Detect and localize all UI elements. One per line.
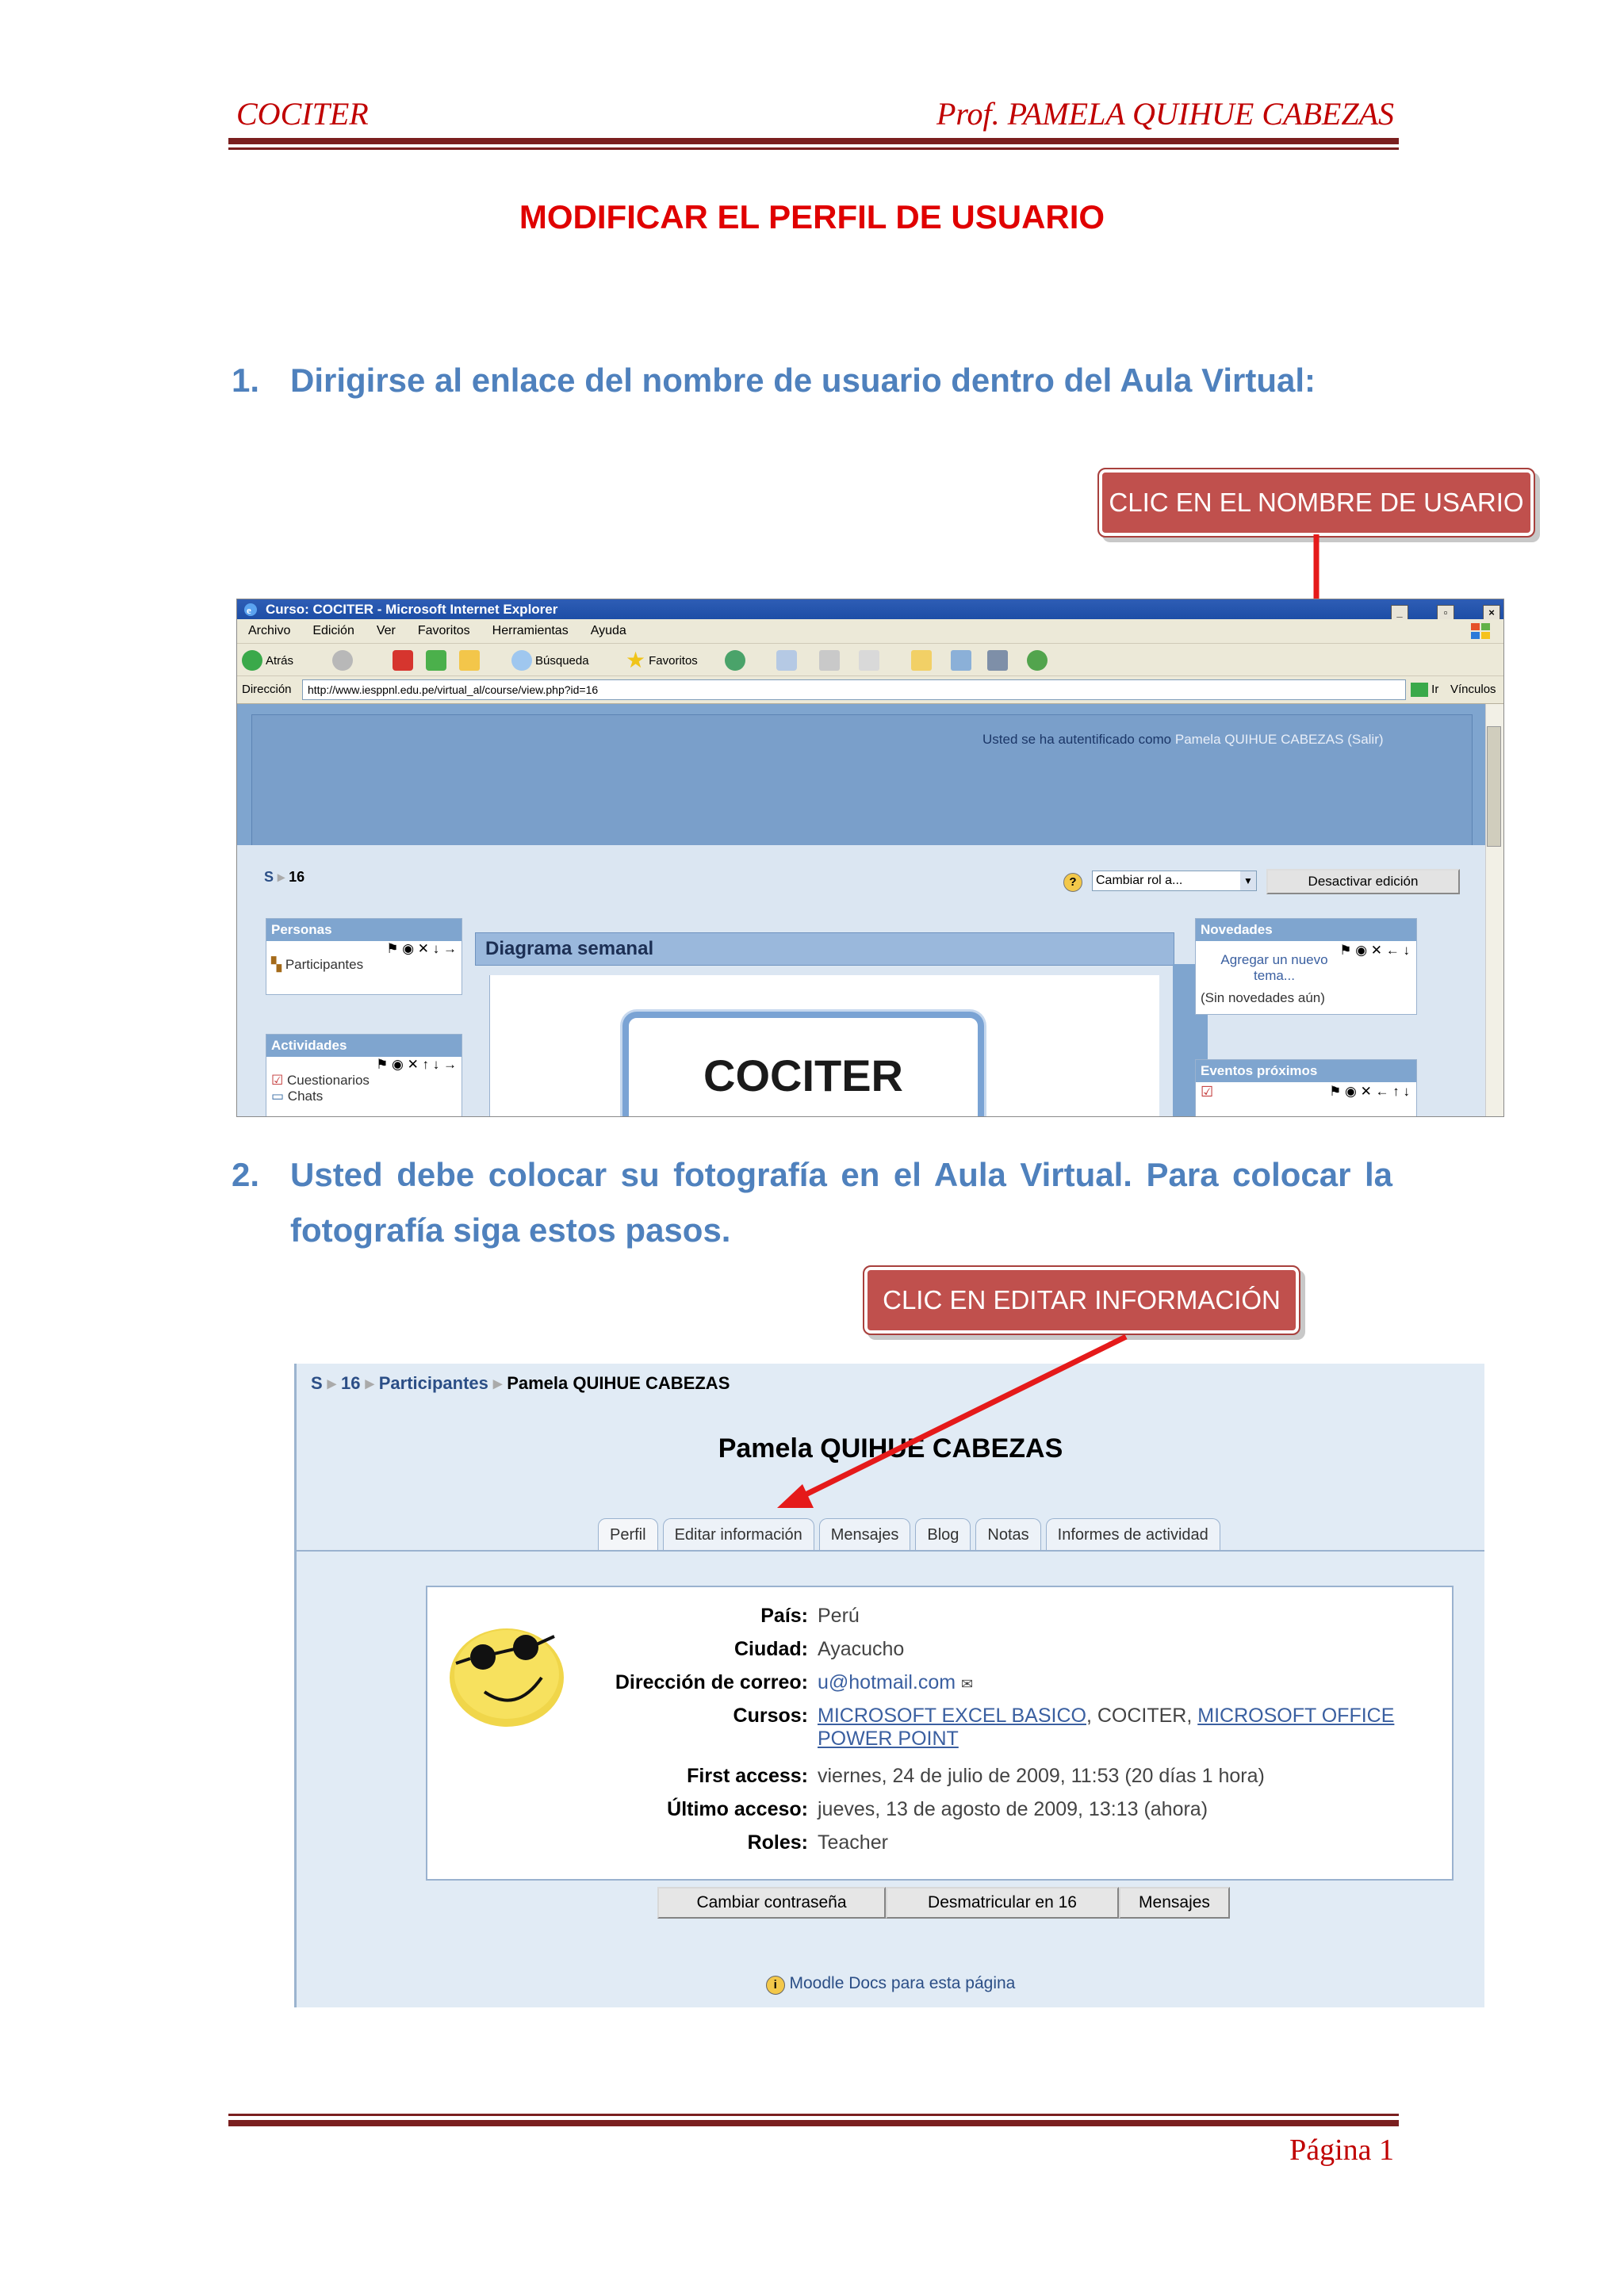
block-novedades-title: Novedades xyxy=(1196,919,1416,941)
menu-ver[interactable]: Ver xyxy=(376,624,396,637)
login-text: Usted se ha autentificado como xyxy=(982,732,1172,747)
tab-notas[interactable]: Notas xyxy=(975,1518,1040,1551)
links-button[interactable]: Vínculos xyxy=(1450,683,1496,696)
course-logo-box xyxy=(622,1012,984,1117)
breadcrumb-root[interactable]: S xyxy=(311,1373,323,1393)
maximize-icon[interactable]: ▫ xyxy=(1437,605,1454,621)
no-news-text: (Sin novedades aún) xyxy=(1201,990,1325,1005)
go-arrow-icon xyxy=(1411,683,1428,697)
tab-informes-de-actividad[interactable]: Informes de actividad xyxy=(1046,1518,1220,1551)
page-number: Página 1 xyxy=(1289,2133,1394,2167)
header-rule-thin xyxy=(228,147,1399,150)
block-novedades xyxy=(1195,918,1417,1015)
course-breadcrumb: S ▸ 16 xyxy=(264,869,305,885)
home-icon xyxy=(459,650,480,671)
footer-rule-thin xyxy=(228,2114,1399,2116)
ie-icon xyxy=(243,603,258,617)
course-logo-text: COCITER xyxy=(703,1050,903,1100)
messages-button[interactable]: Mensajes xyxy=(1119,1887,1230,1919)
header-rule xyxy=(228,138,1399,144)
forward-arrow-icon xyxy=(332,650,353,671)
search-button[interactable]: Búsqueda xyxy=(511,650,589,671)
quiz-icon: ☑ xyxy=(271,1073,284,1088)
course-link-powerpoint[interactable]: MICROSOFT OFFICE POWER POINT xyxy=(818,1705,1395,1750)
tools-button[interactable] xyxy=(987,650,1008,671)
arrow-diagonal-icon xyxy=(761,1332,1134,1522)
event-icon: ☑ xyxy=(1201,1084,1214,1100)
refresh-button[interactable] xyxy=(426,650,446,671)
block-eventos xyxy=(1195,1059,1417,1117)
change-password-button[interactable]: Cambiar contraseña xyxy=(657,1887,886,1919)
moodle-docs-link[interactable]: i Moodle Docs para esta página xyxy=(297,1974,1484,1995)
block-eventos-title: Eventos próximos xyxy=(1196,1060,1416,1082)
menu-bar xyxy=(237,619,1503,644)
profile-tabs xyxy=(598,1518,1220,1551)
info-icon: i xyxy=(766,1976,785,1995)
breadcrumb-root[interactable]: S xyxy=(264,869,274,885)
envelope-icon[interactable]: ✉ xyxy=(961,1676,974,1692)
folder-icon xyxy=(911,650,932,671)
footer-rule xyxy=(228,2120,1399,2126)
block-controls-icon[interactable]: ⚑ ◉ ✕ ← ↑ ↓ xyxy=(1329,1084,1410,1099)
address-label: Dirección xyxy=(242,683,292,696)
step-2-number: 2. xyxy=(232,1156,260,1193)
tab-blog[interactable]: Blog xyxy=(915,1518,971,1551)
block-controls-icon[interactable]: ⚑ ◉ ✕ ← ↓ xyxy=(1339,943,1410,958)
windows-logo-icon xyxy=(1469,621,1492,641)
profile-breadcrumb: S ▸ 16 ▸ Participantes ▸ Pamela QUIHUE CABEZAS xyxy=(311,1373,730,1393)
chevron-down-icon: ▼ xyxy=(1240,871,1256,890)
browser-screenshot xyxy=(236,599,1504,1117)
svg-text:e: e xyxy=(247,604,251,616)
breadcrumb-course: 16 xyxy=(289,869,305,885)
activity-quizzes-link[interactable]: Cuestionarios xyxy=(286,1073,370,1088)
search-icon xyxy=(511,650,532,671)
tab-mensajes[interactable]: Mensajes xyxy=(819,1518,911,1551)
scrollbar-thumb[interactable] xyxy=(1487,726,1501,847)
profile-buttons xyxy=(657,1887,1230,1919)
print-button[interactable] xyxy=(819,650,840,671)
breadcrumb-course[interactable]: 16 xyxy=(340,1373,361,1393)
minimize-icon[interactable]: _ xyxy=(1391,605,1408,621)
back-arrow-icon xyxy=(242,650,262,671)
stop-icon xyxy=(393,650,413,671)
research-button[interactable] xyxy=(951,650,971,671)
block-controls-icon[interactable]: ⚑ ◉ ✕ ↑ ↓ → xyxy=(376,1057,457,1072)
tab-perfil[interactable]: Perfil xyxy=(598,1518,658,1551)
menu-edicion[interactable]: Edición xyxy=(312,624,354,637)
chat-icon: ▭ xyxy=(271,1089,285,1104)
favorites-button[interactable]: ★ Favoritos xyxy=(626,648,698,672)
login-info xyxy=(982,732,1384,748)
block-actividades-title: Actividades xyxy=(266,1035,462,1057)
messenger-icon xyxy=(1027,650,1048,671)
callout-edit-info: CLIC EN EDITAR INFORMACIÓN xyxy=(863,1265,1300,1335)
address-input[interactable]: http://www.iesppnl.edu.pe/virtual_al/course/view.php?id=16 xyxy=(302,679,1406,700)
edit-icon xyxy=(859,650,879,671)
history-button[interactable] xyxy=(725,650,745,671)
research-icon xyxy=(951,650,971,671)
menu-favoritos[interactable]: Favoritos xyxy=(417,624,470,637)
star-icon: ★ xyxy=(626,648,646,672)
step-1-text: Dirigirse al enlace del nombre de usuario dentro del Aula Virtual: xyxy=(290,362,1316,399)
tabs-divider xyxy=(297,1550,1484,1552)
help-icon[interactable]: ? xyxy=(1063,873,1082,892)
home-button[interactable] xyxy=(459,650,480,671)
header-right: Prof. PAMELA QUIHUE CABEZAS xyxy=(936,96,1394,132)
activity-chats-link[interactable]: Chats xyxy=(287,1089,324,1104)
block-actividades xyxy=(266,1034,462,1117)
print-icon xyxy=(819,650,840,671)
browser-title-bar xyxy=(237,599,1503,619)
field-ciudad-value: Ayacucho xyxy=(818,1638,905,1660)
people-icon: ▚ xyxy=(271,957,282,972)
step-1 xyxy=(0,353,1624,408)
mail-button[interactable] xyxy=(776,650,797,671)
menu-herramientas[interactable]: Herramientas xyxy=(492,624,569,637)
role-select[interactable]: Cambiar rol a... ▼ xyxy=(1092,871,1257,891)
history-icon xyxy=(725,650,745,671)
close-icon[interactable]: × xyxy=(1483,605,1500,621)
participants-link[interactable]: Participantes xyxy=(285,957,364,972)
field-pais-value: Perú xyxy=(818,1605,860,1627)
course-text-cociter: , COCITER, xyxy=(1086,1705,1198,1727)
block-personas-title: Personas xyxy=(266,919,462,941)
breadcrumb-current: Pamela QUIHUE CABEZAS xyxy=(507,1373,730,1393)
step-1-number: 1. xyxy=(232,362,260,399)
tab-editar-informacion[interactable]: Editar información xyxy=(663,1518,814,1551)
block-controls-icon[interactable]: ⚑ ◉ ✕ ↓ → xyxy=(386,941,457,956)
logout-link[interactable]: (Salir) xyxy=(1347,732,1384,747)
add-topic-link[interactable]: Agregar un nuevo tema... xyxy=(1220,952,1328,983)
field-ultimo-acceso-value: jueves, 13 de agosto de 2009, 13:13 (ahora) xyxy=(818,1798,1208,1820)
unenrol-button[interactable]: Desmatricular en 16 xyxy=(886,1887,1119,1919)
toolbar xyxy=(237,644,1503,676)
login-user-link[interactable]: Pamela QUIHUE CABEZAS xyxy=(1174,732,1344,747)
folder-button[interactable] xyxy=(911,650,932,671)
email-link[interactable]: u@hotmail.com xyxy=(818,1671,956,1693)
step-2 xyxy=(0,1147,1624,1258)
menu-ayuda[interactable]: Ayuda xyxy=(590,624,626,637)
profile-info-box: País: Perú Ciudad: Ayacucho Dirección de correo: u@hotmail.com ✉ Cursos: MICROSOFT EXCEL BASICO, COCITER, MICROSOFT OFFICE POWER POINT First access: viernes, 24 de julio de 2009, 11:53 (20 días 1 hora) Último acceso: jueves, 13 de agosto de 2009, 13:13 (ahora) Roles: Teacher xyxy=(426,1586,1454,1881)
profile-name: Pamela QUIHUE CABEZAS xyxy=(718,1433,1063,1464)
edit-button[interactable] xyxy=(859,650,879,671)
tools-icon xyxy=(987,650,1008,671)
messenger-button[interactable] xyxy=(1027,650,1048,671)
browser-title: Curso: COCITER - Microsoft Internet Explorer xyxy=(266,602,558,617)
course-link-excel[interactable]: MICROSOFT EXCEL BASICO xyxy=(818,1705,1086,1727)
go-button[interactable]: Ir xyxy=(1411,676,1438,703)
header-left: COCITER xyxy=(236,96,369,132)
toggle-edit-button[interactable]: Desactivar edición xyxy=(1266,869,1460,894)
page-title: MODIFICAR EL PERFIL DE USUARIO xyxy=(519,198,1105,235)
field-roles-value: Teacher xyxy=(818,1831,888,1854)
step-2-text: Usted debe colocar su fotografía en el Aula Virtual. Para colocar la fotografía siga estos pasos. xyxy=(290,1156,1392,1249)
address-bar xyxy=(237,676,1503,704)
refresh-icon xyxy=(426,650,446,671)
block-personas xyxy=(266,918,462,995)
back-button[interactable]: Atrás xyxy=(242,650,293,671)
forward-button[interactable] xyxy=(332,650,353,671)
weekly-outline-header: Diagrama semanal xyxy=(475,932,1174,966)
field-first-access-value: viernes, 24 de julio de 2009, 11:53 (20 días 1 hora) xyxy=(818,1765,1265,1787)
stop-button[interactable] xyxy=(393,650,413,671)
callout-username: CLIC EN EL NOMBRE DE USARIO xyxy=(1097,468,1535,538)
mail-icon xyxy=(776,650,797,671)
menu-archivo[interactable]: Archivo xyxy=(248,624,291,637)
breadcrumb-participants[interactable]: Participantes xyxy=(378,1373,488,1393)
